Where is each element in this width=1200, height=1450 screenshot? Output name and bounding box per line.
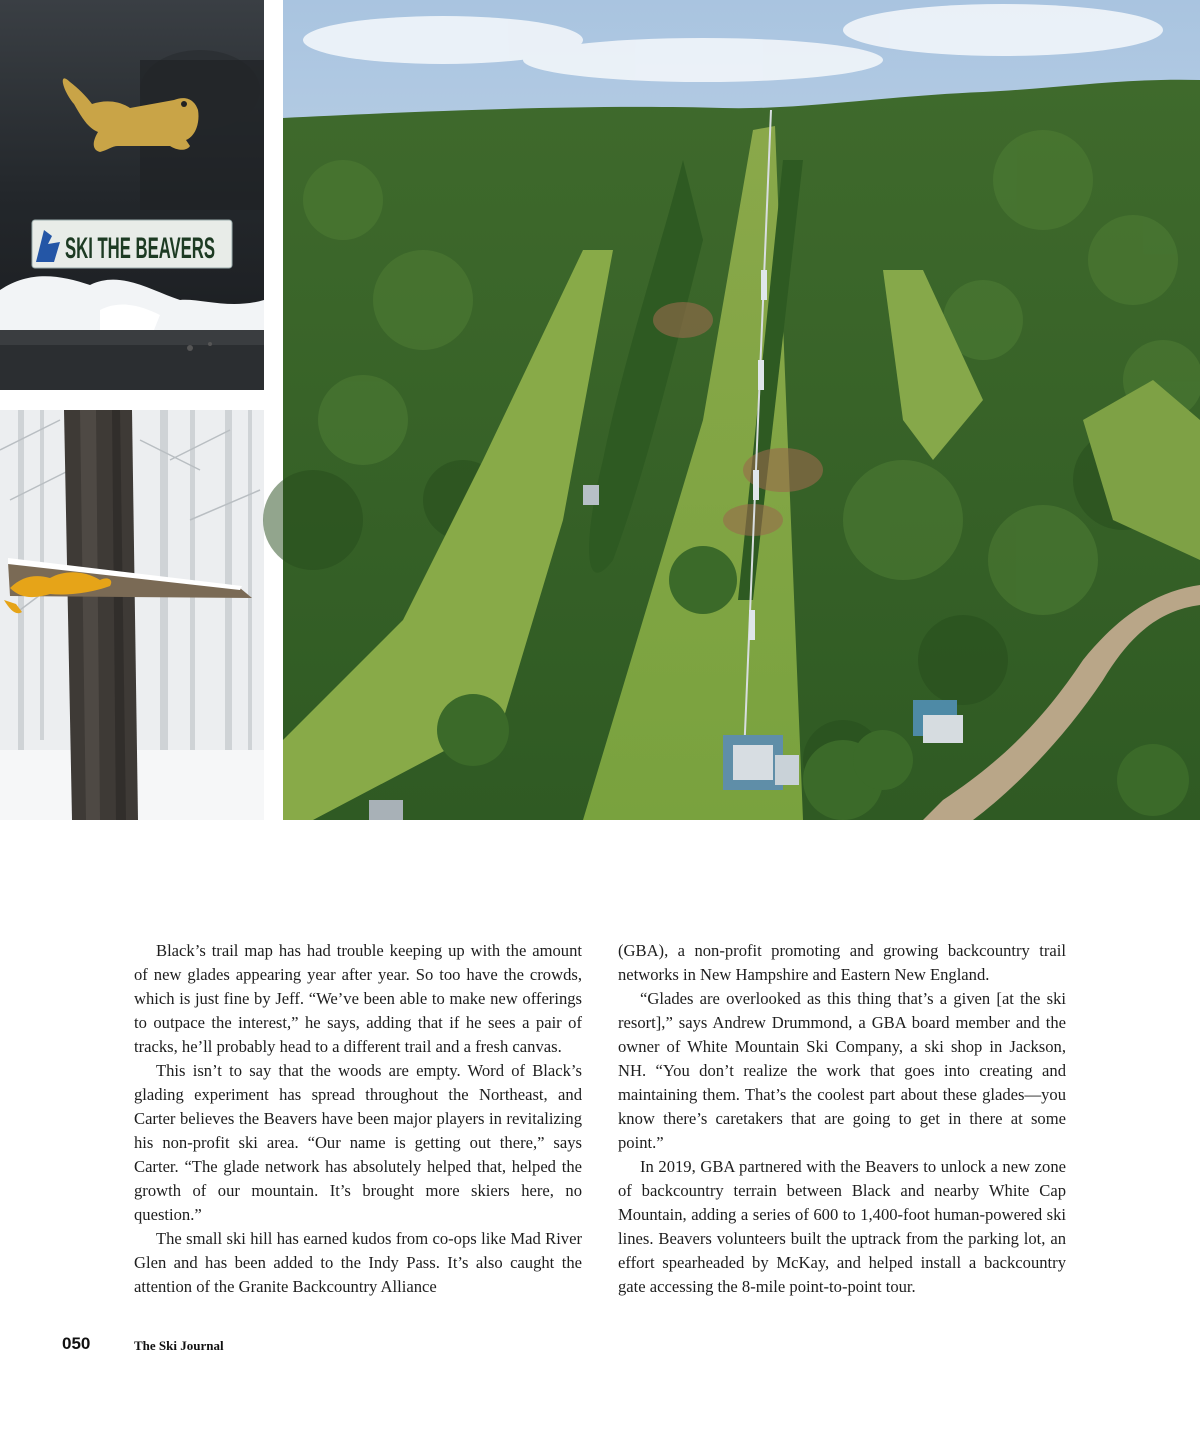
photo-car-window-stickers (0, 0, 264, 390)
page-number: 050 (62, 1334, 91, 1353)
paragraph: Black’s trail map has had trouble keeping up with the amount of new glades appearing year after year. So too have the crowds, which is just fine by Jeff. “We’ve been able to make new offerings to outpace the interest,” he says, adding that if he sees a pair of tracks, he’ll probably head to a different trail and a fresh canvas. (134, 941, 582, 1056)
paragraph: This isn’t to say that the woods are empty. Word of Black’s glading experiment has spread throughout the Northeast, and Carter believes the Beavers have been major players in revitalizing his non-profit ski area. “Our name is getting out there,” says Carter. “The glade network has absolutely helped that, helped the growth of our mountain. It’s brought more skiers here, no question.” (134, 1061, 582, 1224)
article-column-left (134, 939, 582, 1299)
paragraph: In 2019, GBA partnered with the Beavers to unlock a new zone of backcountry terrain between Black and nearby White Cap Mountain, adding a series of 600 to 1,400-foot human-powered ski lines. Beavers volunteers built the uptrack from the parking lot, an effort spearheaded by McKay, and helped install a backcountry gate accessing the 8-mile point-to-point tour. (618, 1157, 1066, 1296)
paragraph: (GBA), a non-profit promoting and growing backcountry trail networks in New Hampshire and Eastern New England. (618, 941, 1066, 984)
photo-aerial-ski-area (283, 0, 1200, 820)
magazine-name: The Ski Journal (134, 1338, 224, 1353)
photo-tree-beaver-sign (0, 410, 264, 820)
article-column-right (618, 939, 1066, 1299)
paragraph: The small ski hill has earned kudos from co-ops like Mad River Glen and has been added to the Indy Pass. It’s also caught the attention of the Granite Backcountry Alliance (134, 1229, 582, 1296)
sticker-label: SKI THE BEAVERS (65, 232, 215, 265)
paragraph: “Glades are overlooked as this thing that’s a given [at the ski resort],” says Andrew Drummond, a GBA board member and the owner of White Mountain Ski Company, a ski shop in Jackson, NH. “You don’t realize the work that goes into creating and maintaining them. That’s the coolest part about these glades—you know there’s caretakers that are going to get in there at some point.” (618, 989, 1066, 1152)
